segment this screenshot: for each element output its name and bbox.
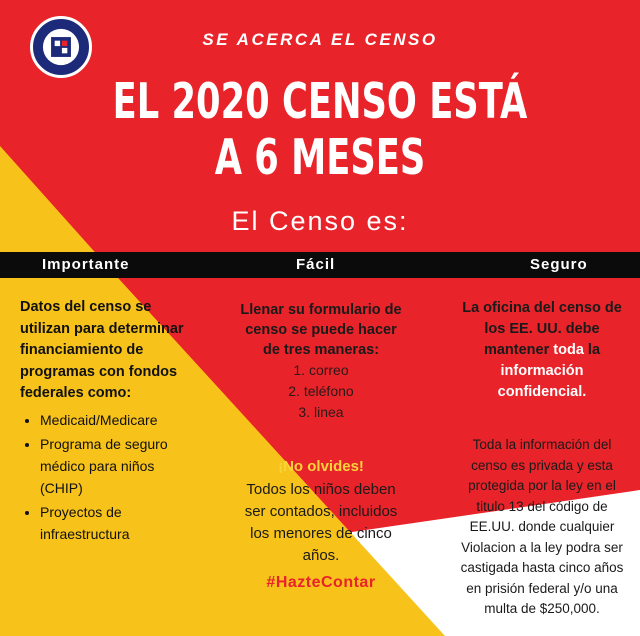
subtitle: El Censo es: (231, 206, 409, 236)
column-importante (20, 297, 195, 547)
list-item: • Proyectos de infraestructura (40, 501, 195, 545)
band-label-importante: Importante (42, 256, 130, 273)
statement-highlight: toda (553, 342, 584, 358)
way-item: 3. linea (298, 404, 344, 420)
list-item: • Programa de seguro médico para niños (CHIP) (40, 433, 195, 499)
seguro-statement (458, 298, 626, 403)
band-label-facil: Fácil (296, 256, 336, 273)
column-seguro (458, 298, 626, 620)
headline (90, 74, 551, 186)
statement-part: La oficina del censo de los EE. UU. debe mantener (462, 300, 622, 358)
hashtag: #HazteContar (266, 574, 376, 591)
headline-line-2: A 6 MESES (214, 129, 426, 186)
way-item: 1. correo (293, 362, 349, 378)
band-label-seguro: Seguro (530, 256, 588, 273)
facil-intro: Llenar su formulario de censo se puede hacer de tres maneras: (240, 302, 402, 358)
program-list (20, 409, 195, 545)
reminder-heading: ¡No olvides! (278, 458, 364, 475)
statement-part: la (587, 342, 601, 358)
way-item: 2. teléfono (288, 383, 354, 399)
children-note: Todos los niños deben ser contados, incluidos los menores de cinco años. (244, 481, 398, 564)
ways-list (240, 360, 402, 423)
list-item: • Medicaid/Medicare (40, 409, 195, 431)
headline-line-1: EL 2020 CENSO ESTÁ (112, 73, 528, 130)
column-facil (240, 300, 402, 593)
category-band (0, 252, 640, 278)
legal-text: Toda la información del censo es privada y esta protegida por la ley en el titulo 13 del código de EE.UU. donde cualquier Violacion a la ley podra ser castigada hasta cinco años en prisión federal y/o una multa de $250,000. (460, 437, 624, 616)
kicker-title: SE ACERCA EL CENSO (202, 30, 438, 49)
importante-intro: Datos del censo se utilizan para determinar financiamiento de programas con fondos federales como: (20, 299, 184, 401)
statement-highlight: información confidencial. (497, 363, 587, 400)
